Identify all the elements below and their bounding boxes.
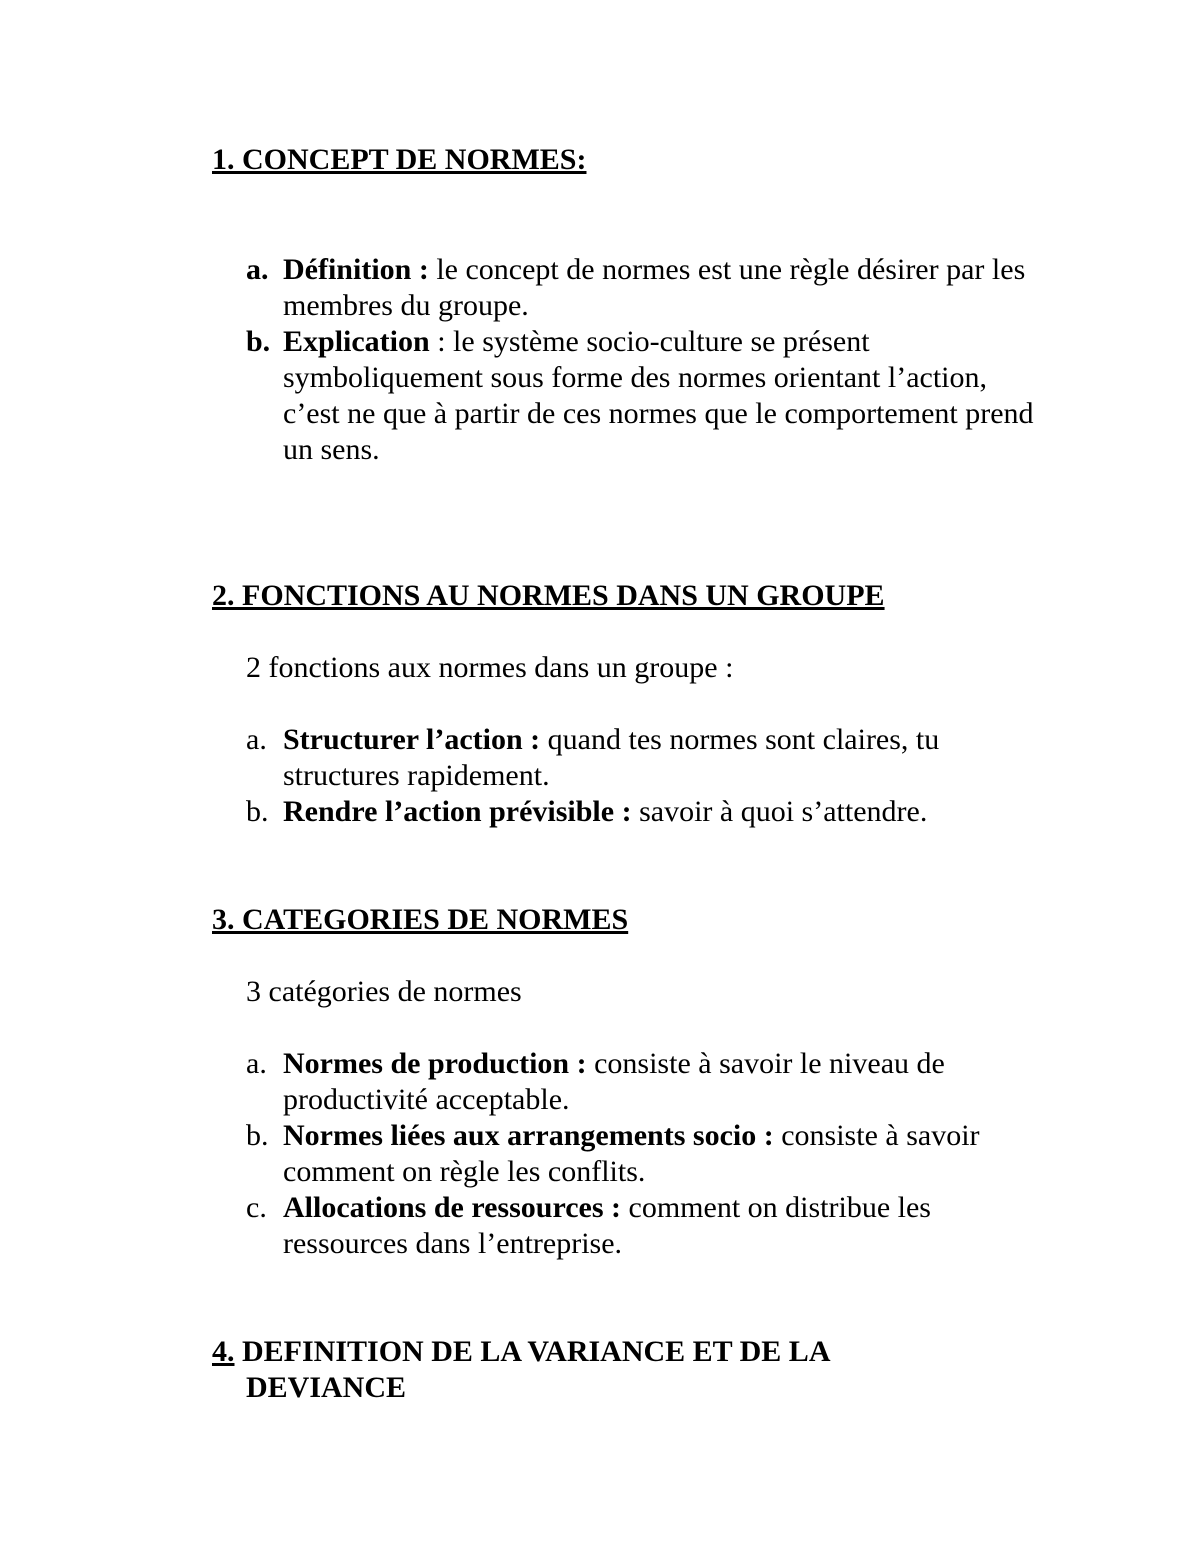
list-marker: c. <box>246 1191 267 1224</box>
section-1-heading <box>212 142 586 178</box>
list-text: consiste à savoir le niveau de productivité acceptable. <box>283 1047 945 1116</box>
section-2-number: 2. <box>212 579 235 612</box>
list-marker: a. <box>246 253 269 286</box>
list-marker: a. <box>246 723 267 756</box>
list-term: Définition : <box>283 253 429 286</box>
section-3-heading <box>212 902 628 938</box>
list-item-body <box>246 722 1046 794</box>
section-2-intro: 2 fonctions aux normes dans un groupe : <box>246 651 734 684</box>
list-term: Allocations de ressources : <box>283 1191 622 1224</box>
list-marker: b. <box>246 1119 269 1152</box>
list-item-body <box>246 1118 1046 1190</box>
list-text: quand tes normes sont claires, tu structures rapidement. <box>283 723 940 792</box>
list-item <box>246 1190 1046 1262</box>
list-item <box>246 1046 1046 1118</box>
list-item <box>246 252 1046 324</box>
section-3-number: 3. <box>212 903 235 936</box>
list-item <box>246 324 1046 468</box>
list-marker: a. <box>246 1047 267 1080</box>
section-2-heading <box>212 578 885 614</box>
list-item-body <box>246 252 1046 324</box>
section-3-heading-text <box>212 903 628 936</box>
section-1-number: 1. <box>212 143 235 176</box>
section-1-heading-text <box>212 143 586 176</box>
section-4-title-line-2: DEVIANCE <box>246 1371 407 1404</box>
list-item-body <box>246 1046 1046 1118</box>
list-item-body <box>246 324 1046 468</box>
section-2-title: FONCTIONS AU NORMES DANS UN GROUPE <box>242 579 885 612</box>
section-2-heading-text <box>212 579 885 612</box>
list-term: Rendre l’action prévisible : <box>283 795 632 828</box>
list-item <box>246 1118 1046 1190</box>
list-term: Explication <box>283 325 430 358</box>
list-item <box>246 722 1046 794</box>
list-text: le concept de normes est une règle désirer par les membres du groupe. <box>283 253 1026 322</box>
list-text: savoir à quoi s’attendre. <box>631 795 928 828</box>
list-item-body <box>246 1190 1046 1262</box>
section-3-title: CATEGORIES DE NORMES <box>242 903 629 936</box>
list-text: comment on distribue les ressources dans l’entreprise. <box>283 1191 931 1260</box>
list-item <box>246 794 1046 830</box>
section-3-intro: 3 catégories de normes <box>246 975 522 1008</box>
section-1-title: CONCEPT DE NORMES: <box>242 143 587 176</box>
list-marker: b. <box>246 325 271 358</box>
list-marker: b. <box>246 795 269 828</box>
list-item-body <box>246 794 1046 830</box>
list-text: consiste à savoir comment on règle les conflits. <box>283 1119 980 1188</box>
section-4-title-line-1: DEFINITION DE LA VARIANCE ET DE LA <box>242 1335 831 1368</box>
list-term: Normes de production : <box>283 1047 587 1080</box>
list-term: Structurer l’action : <box>283 723 541 756</box>
section-4-number: 4. <box>212 1335 235 1368</box>
list-term: Normes liées aux arrangements socio : <box>283 1119 774 1152</box>
section-4-heading <box>212 1334 831 1406</box>
list-text: : le système socio-culture se présent symboliquement sous forme des normes orientant l’action, c’est ne que à partir de ces normes que le comportement prend un sens. <box>283 325 1034 466</box>
